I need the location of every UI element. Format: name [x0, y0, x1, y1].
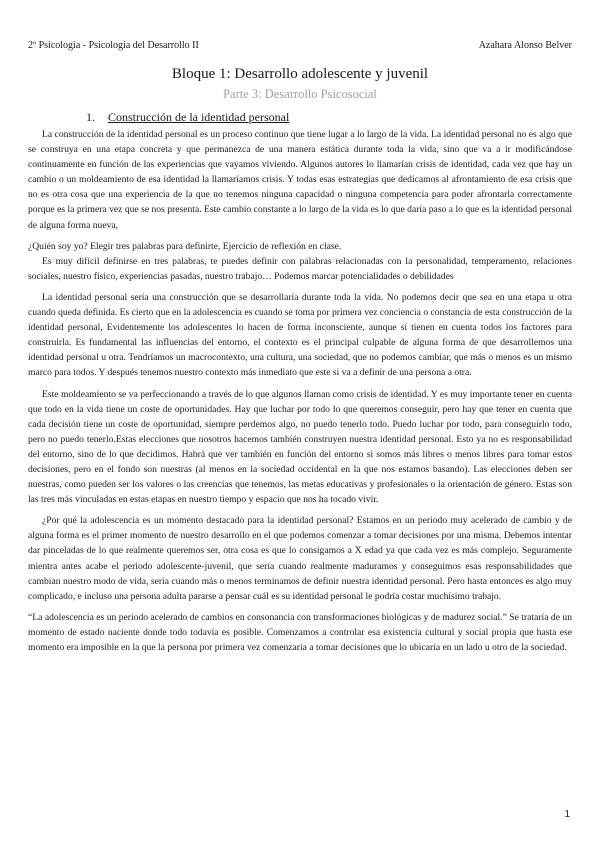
paragraph: ¿Quién soy yo? Elegir tres palabras para definirte, Ejercicio de reflexión en clase. — [28, 240, 342, 252]
paragraph: La construcción de la identidad personal es un proceso continuo que tiene lugar a lo largo de la vida. La identidad personal no es algo que se construya en una etapa concreta y que permanezca de una manera estática durante toda la vida, sino que va a ir modificándose continuamente en función de las experiencias que vayamos viviendo. Algunos autores lo llamarían crisis de identidad, cada vez que hay un cambio o un moldeamiento de esa identidad la llamaríamos crisis. Y todas esas estrategias que dedicamos al afrontamiento de esa crisis que no es otra cosa que una experiencia de la que no tenemos ninguna capacidad o ninguna competencia para poder afrontarla correctamente porque es la primera vez que se nos presenta. Este cambio constante a lo largo de la vida es lo que daría paso a lo que es la identidad personal de alguna forma nueva, — [28, 129, 572, 231]
paragraph: ¿Por qué la adolescencia es un momento destacado para la identidad personal? Estamos en un periodo muy acelerado de cambio y de alguna forma es el primer momento de nuestro desarrollo en el que podemos comenzar a tomar decisiones por una misma. Debemos intentar dar pinceladas de lo que realmente queremos ser, otra cosa es que lo consigamos a X edad ya que cada vez es más complejo. Seguramente mientra antes acabe el periodo adolescente-juvenil, que sería cuando realmente maduramos y conseguimos esas responsabilidades que cambian nuestro modo de vida, sería cuando más o menos terminamos de definir nuestra identidad personal. Pero hasta entonces es algo muy complicado, e incluso una persona adulta pararse a pensar cuál es su identidad personal le podría costar muchísimo trabajo. — [28, 515, 572, 602]
page-header — [28, 40, 572, 51]
header-author: Azahara Alonso Belver — [478, 40, 572, 51]
paragraph: Este moldeamiento se va perfeccionando a través de lo que algunos llaman como crisis de identidad. Y es muy importante tener en cuenta que todo en la vida tiene un coste de oportunidades. Hay que luchar por todo lo que queremos conseguir, pero hay que tener en cuenta que cada decisión tiene un coste de oportunidad, siempre perdemos algo, no puedo tenerlo todo. Puedo luchar por todo, para conseguirlo todo, pero no puedo tenerlo.Estas elecciones que nosotros hacemos también construyen nuestra identidad personal. Esto ya no es responsabilidad del entorno, sino de lo que decidimos. Habrá que ver también en función del entorno si somos más libres o menos libres para tomar estos decisiones, pero en el fondo son nuestras (al menos en la sociedad occidental en la que nos estamos basando). Las elecciones deben ser nuestras, como pueden ser los valores o las creencias que tenemos, las metas educativas y profesionales o la orientación de género. Estas son las tres más vinculadas en estas etapas en nuestro tiempo y espacio que nos ha tocado vivir. — [28, 388, 572, 506]
page-number: 1 — [564, 809, 570, 820]
document-body — [28, 127, 572, 655]
paragraph: La identidad personal sería una construcción que se desarrollaría durante toda la vida. No podemos decir que sea en una etapa u otra cuando queda definida. Es cierto que en la adolescencia es cuando se toma por primera vez conciencia o constancia de esta construcción de la identidad personal, Evidentemente los adolescentes lo hacen de forma inconsciente, aunque sí tienen en cuenta todos los factores para construirla. Es fundamental las influencias del entorno, el contexto es el principal culpable de alguna forma de que desarrollemos una identidad personal u otra. Tendríamos un macrocontexto, una cultura, una sociedad, que no podemos cambiar, que más o menos es un mismo marco para todos. Y después tenemos nuestro contexto más inmediato que este si va a definir de una persona a otra. — [28, 291, 572, 379]
section-heading — [86, 110, 289, 125]
paragraph: Es muy difícil definirse en tres palabras, te puedes definir con palabras relacionadas con la personalidad, temperamento, relaciones sociales, nuestro físico, experiencias pasadas, nuestro trabajo… Podemos marcar potencialidades o debilidades — [28, 255, 572, 282]
header-course: 2º Psicología - Psicología del Desarrollo II — [28, 40, 199, 51]
section-title: Construcción de la identidad personal — [108, 110, 290, 124]
document-subtitle: Parte 3: Desarrollo Psicosocial — [223, 87, 377, 101]
document-title: Bloque 1: Desarrollo adolescente y juvenil — [171, 66, 429, 82]
section-number: 1. — [86, 110, 95, 124]
quote-paragraph: “La adolescencia es un periodo acelerado de cambios en consonancia con transformaciones biológicas y de madurez social.” Se trataría de un momento de estado naciente donde todo todavía es posible. Comenzamos a controlar esa existencia cultural y social propia que hasta ese momento era imposible en la que la persona por primera vez comenzaría a tomar decisiones que lo ubicaría en un lado u otro de la sociedad. — [28, 611, 572, 653]
